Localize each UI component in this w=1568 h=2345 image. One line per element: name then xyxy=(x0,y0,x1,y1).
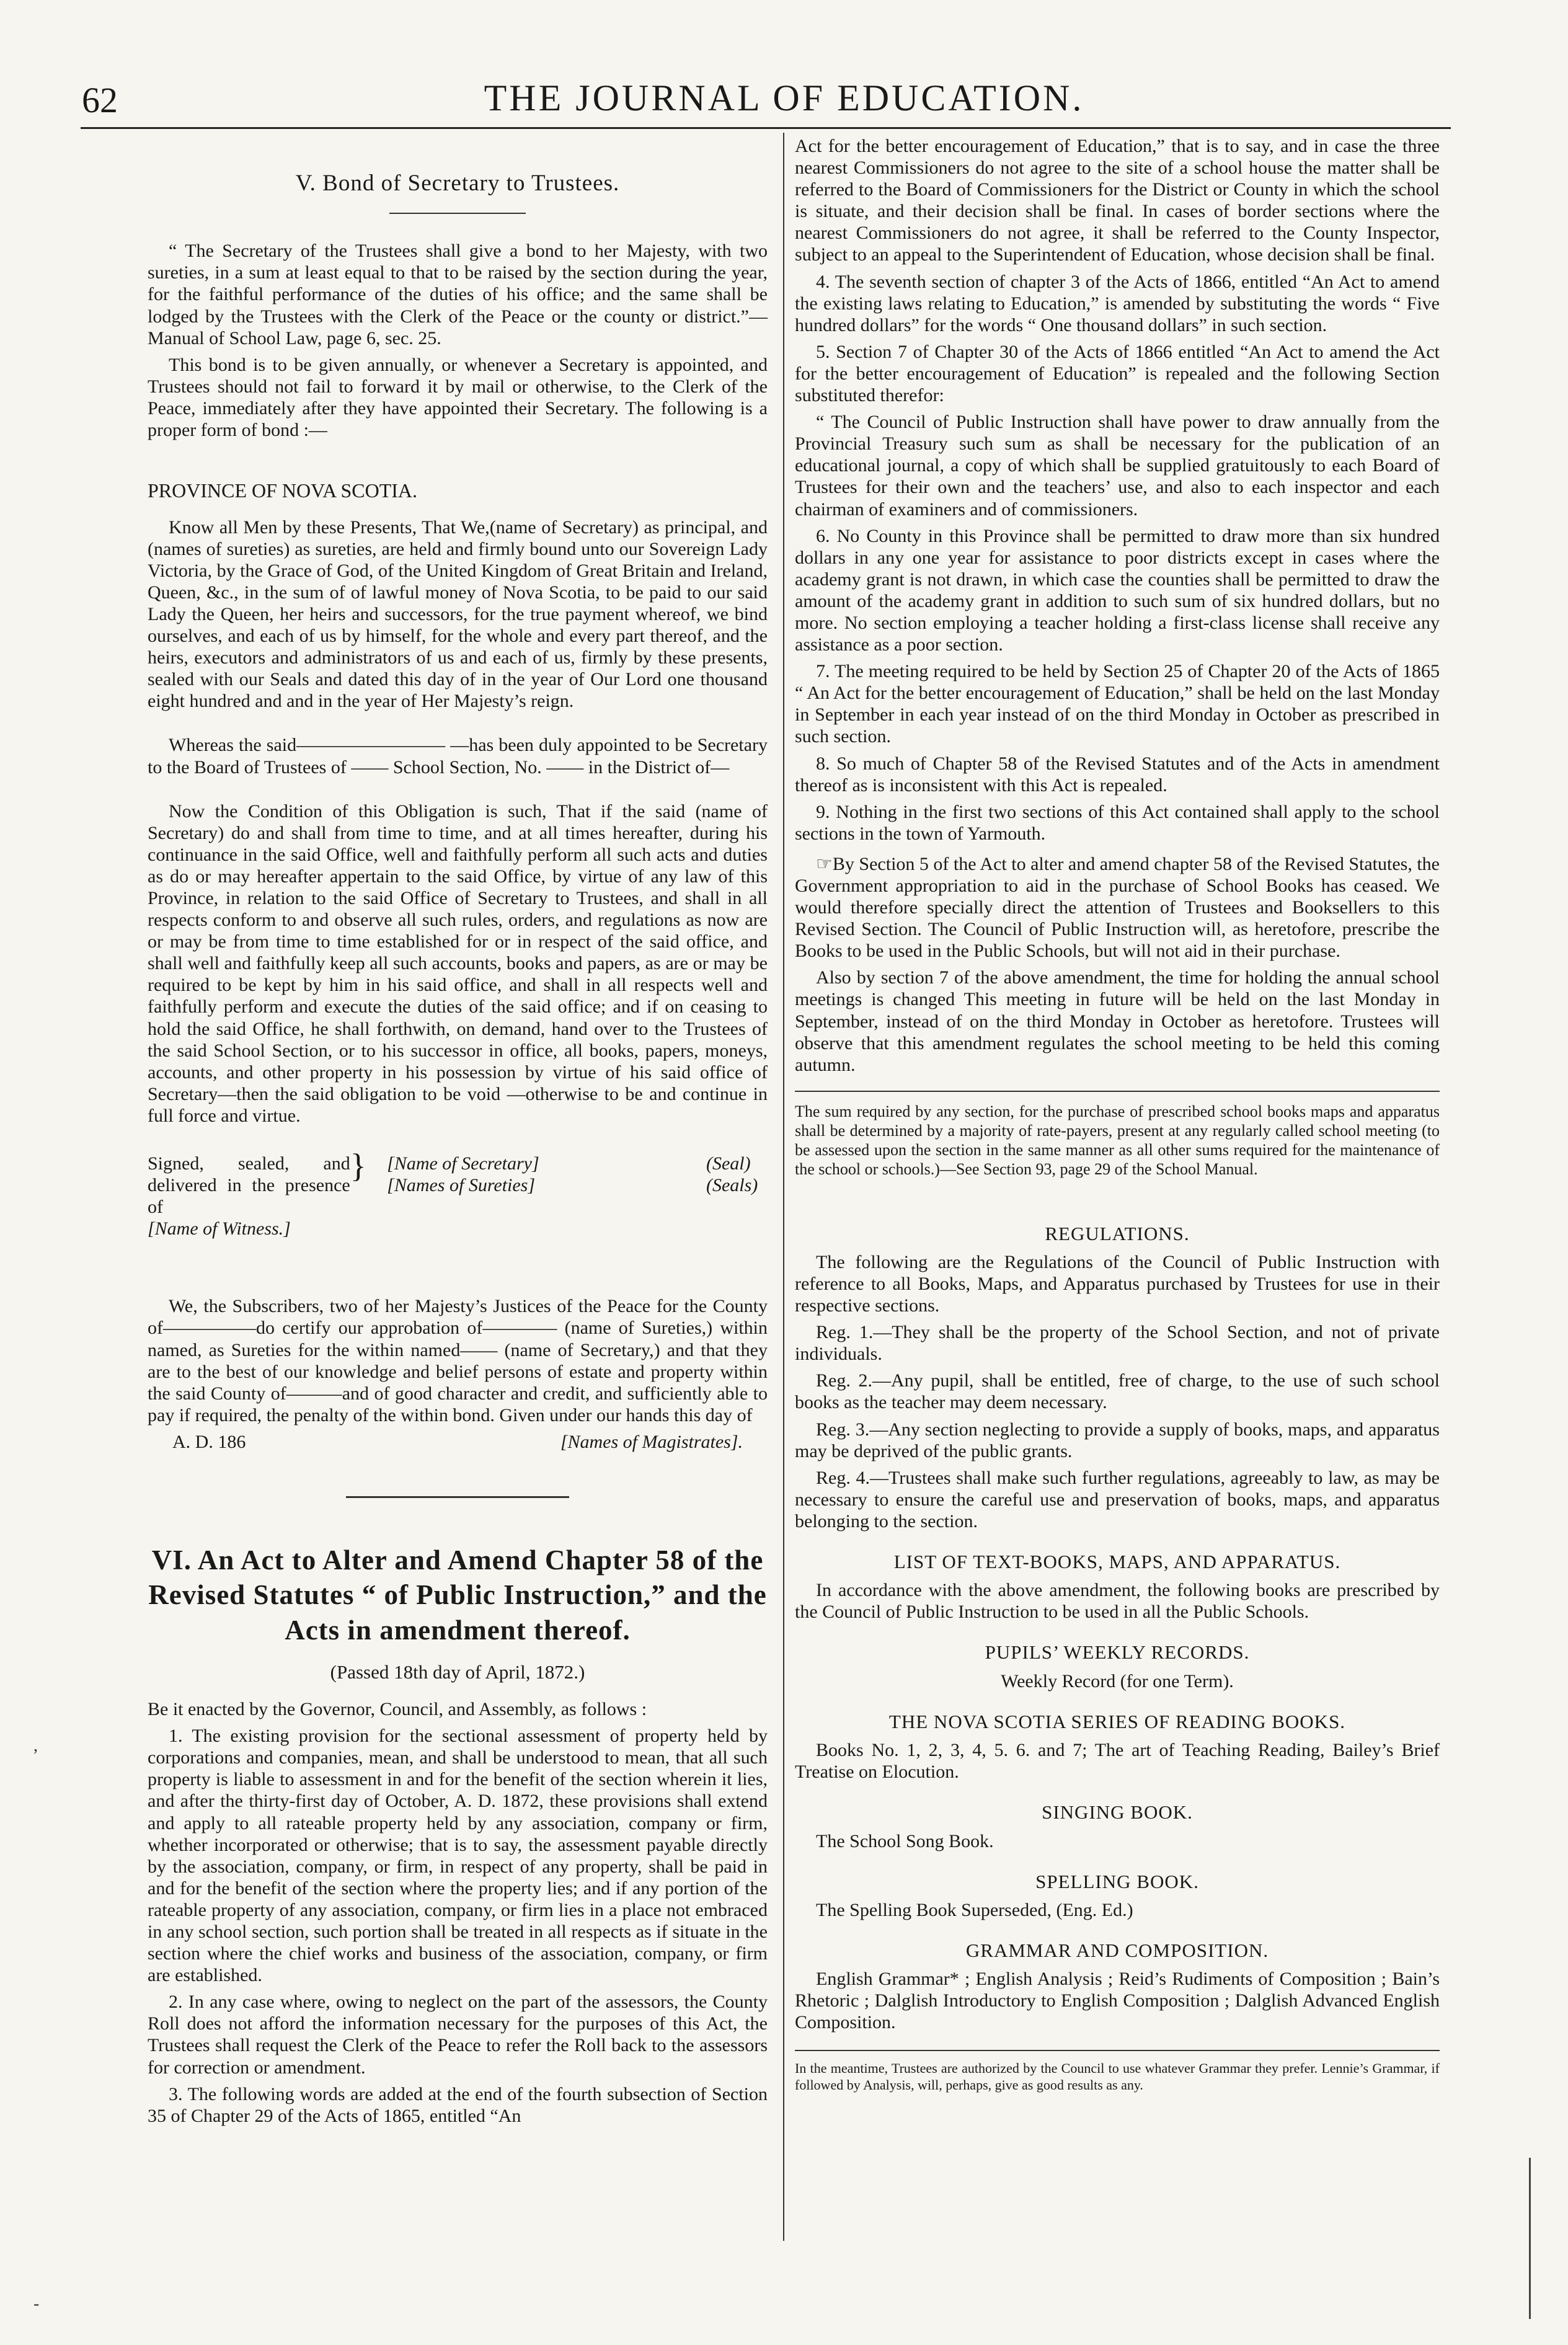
regulations-intro: The following are the Regulations of the Council of Public Instruction with reference to all Books, Maps, and Apparatus purchased by Trustees for use in their respective sections. xyxy=(795,1251,1440,1316)
seal-label: (Seal) xyxy=(706,1153,751,1174)
spelling-heading: SPELLING BOOK. xyxy=(1035,1870,1199,1892)
editorial-note: Also by section 7 of the above amendment, the time for holding the annual school meetings is changed This meeting in future will be held on the last Monday in September, instead of on the third Monday in October as heretofore. Trustees will observe that this amendment regulates the school meeting to be held this coming autumn. xyxy=(795,967,1440,1075)
act-clause: 2. In any case where, owing to neglect on the part of the assessors, the County Roll does not afford the information necessary for the purposes of this Act, the Trustees shall request the Clerk of the Peace to refer the Roll back to the assessors for correction or amendment. xyxy=(148,1992,768,2078)
regulation: Reg. 2.—Any pupil, shall be entitled, free of charge, to the use of such school books as the teacher may deem necessary. xyxy=(795,1370,1440,1413)
signature-footer xyxy=(148,1431,768,1453)
paragraph: This bond is to be given annually, or whenever a Secretary is appointed, and Trustees should not fail to forward it by mail or otherwise, to the Clerk of the Peace, immediately after they have appointed their Secretary. The following is a proper form of bond :— xyxy=(148,354,768,441)
act-intro: Be it enacted by the Governor, Council, and Assembly, as follows : xyxy=(148,1699,647,1720)
act-clause: Act for the better encouragement of Education,” that is to say, and in case the three nearest Commissioners do not agree to the site of a school house the matter shall be referred to the Board of Commissioners for the District or County in which the school is situate, and their decision shall be final. In cases of border sections where the nearest Commissioners do not agree, it shall be referred to the County Inspector, subject to an appeal to the Superintendent of Education, whose decision shall be final. xyxy=(795,136,1440,265)
grammar-heading: GRAMMAR AND COMPOSITION. xyxy=(965,1939,1269,1961)
witness-name: [Name of Witness.] xyxy=(148,1218,291,1239)
bond-paragraph: Know all Men by these Presents, That We,(name of Secretary) as principal, and (names of sureties) as sureties, are held and firmly bound unto our Sovereign Lady Victoria, by the Grace of God, of the United Kingdom of Great Britain and Ireland, Queen, &c., in the sum of of lawful money of Nova Scotia, to be paid to our said Lady the Queen, her heirs and successors, for the true payment whereof, we bind ourselves, and each of us by himself, for the whole and every part thereof, and the heirs, executors and administrators of us and each of us, firmly by these presents, sealed with our Seals and dated this day of in the year of Our Lord one thousand eight hundred and and in the year of Her Majesty’s reign. xyxy=(148,516,768,712)
reading-heading: THE NOVA SCOTIA SERIES OF READING BOOKS. xyxy=(888,1710,1346,1732)
seals xyxy=(706,1153,768,1218)
signature-label: Signed, sealed, and delivered in the presence of xyxy=(148,1153,350,1218)
section-divider xyxy=(346,1496,569,1498)
seals-label: (Seals) xyxy=(706,1175,758,1196)
signature-names xyxy=(387,1153,706,1218)
act-clause: 6. No County in this Province shall be permitted to draw more than six hundred dollars in any one year for assistance to poor districts except in cases where the academy grant is not drawn, in which case the counties shall be permitted to draw the amount of the academy grant in addition to such sum of six hundred dollars, but no more. No section employing a teacher holding a first-class license shall receive any assistance as a poor section. xyxy=(795,525,1440,655)
act-clause: 1. The existing provision for the sectional assessment of property held by corporations and companies, mean, and shall be understood to mean, that all such property is liable to assessment in and for the benefit of the section wherein it lies, and after the thirty-first day of October, A. D. 1872, these provisions shall extend and apply to all rateable property held by any association, company or firm, whether incorporated or otherwise; that is to say, the assessment payable directly by the association, company, or firm, in respect of any property, shall be paid in and for the benefit of the section where the property lies; and if any portion of the rateable property of any association, company, or firm lies in a place not embraced in any school section, such portion shall be treated in all respects as if situate in the section where the chief works and business of the association, company, or firm are established. xyxy=(148,1726,768,1986)
singing-item: The School Song Book. xyxy=(816,1830,994,1851)
spelling-item: The Spelling Book Superseded, (Eng. Ed.) xyxy=(816,1899,1133,1920)
title-rule xyxy=(389,213,526,214)
bond-paragraph: Now the Condition of this Obligation is such, That if the said (name of Secretary) do and shall from time to time, and at all times hereafter, during his continuance in the said Office, well and faithfully perform all such acts and duties as do or may hereafter appertain to the said Office, by virtue of any law of this Province, in relation to the said Office of Secretary to Trustees, and shall in all respects conform to and observe all such rules, orders, and regulations as now are or may be from time to time established for or in respect of the said office, and shall well and faithfully keep all such accounts, books and papers, as are or may be required to be kept by him in his said office, and shall in all respects well and faithfully perform and execute the duties of the said office; and if on ceasing to hold the said Office, he shall forthwith, on demand, hand over to the Trustees of the said School Section, or to his successor in office, all books, papers, moneys, accounts, and other property in his possession by virtue of his said office of Secretary—then the said obligation to be void —otherwise to be and continue in full force and virtue. xyxy=(148,800,768,1126)
act-quote: “ The Council of Public Instruction shall have power to draw annually from the Provincial Treasury such sum as shall be necessary for the publication of an educational journal, a copy of which shall be supplied gratuitously to each Board of Trustees for their own and the teachers’ use, and also to each inspector and each chairman of examiners and of commissioners. xyxy=(795,412,1440,520)
act-clause: 5. Section 7 of Chapter 30 of the Acts of 1866 entitled “An Act to amend the Act for the better encouragement of Education” is repealed and the following Section substituted therefor: xyxy=(795,341,1440,406)
province-heading: PROVINCE OF NOVA SCOTIA. xyxy=(148,479,418,502)
page-number: 62 xyxy=(82,80,118,120)
singing-heading: SINGING BOOK. xyxy=(1042,1801,1193,1824)
bond-paragraph: We, the Subscribers, two of her Majesty’s Justices of the Peace for the County of—————do certify our approbation of———— (name of Sureties,) within named, as Sureties for the within named—— (name of Secretary,) and that they are to the best of our knowledge and belief persons of estate and property within the said County of———and of good character and credit, and sufficiently able to pay if required, the penalty of the within bond. Given under our hands this day of xyxy=(148,1296,768,1425)
textbooks-intro: In accordance with the above amendment, the following books are prescribed by the Council of Public Instruction to be used in all the Public Schools. xyxy=(795,1580,1440,1623)
grammar-item: English Grammar* ; English Analysis ; Reid’s Rudiments of Composition ; Bain’s Rhetoric ; Dalglish Introductory to English Composition ; Dalglish Advanced English Composition. xyxy=(795,1969,1440,2033)
act-clause: 8. So much of Chapter 58 of the Revised Statutes and of the Acts in amendment thereof as is inconsistent with this Act is repealed. xyxy=(795,753,1440,796)
secretary-name: [Name of Secretary] xyxy=(387,1153,539,1174)
section-6-title: VI. An Act to Alter and Amend Chapter 58 of the Revised Statutes “ of Public Instruction,” and the Acts in amendment thereof. xyxy=(148,1545,767,1646)
sureties-names: [Names of Sureties] xyxy=(387,1175,536,1196)
bond-paragraph: Whereas the said———————— —has been duly appointed to be Secretary to the Board of Trustees of —— School Section, No. —— in the District of— xyxy=(148,735,768,778)
magistrates-line: [Names of Magistrates]. xyxy=(560,1431,743,1452)
editorial-note: ☞By Section 5 of the Act to alter and amend chapter 58 of the Revised Statutes, the Government appropriation to aid in the purchase of School Books has ceased. We would therefore specially direct the attention of Trustees and Booksellers to this Revised Section. The Council of Public Instruction will, as heretofore, prescribe the Books to be used in the Public Schools, but will not aid in their purchase. xyxy=(795,853,1440,962)
brace: } xyxy=(350,1147,366,1184)
act-clause: 9. Nothing in the first two sections of this Act contained shall apply to the school sections in the town of Yarmouth. xyxy=(795,801,1440,844)
right-column xyxy=(795,135,1440,2094)
records-item: Weekly Record (for one Term). xyxy=(1001,1670,1234,1691)
regulation: Reg. 4.—Trustees shall make such further regulations, agreeably to law, as may be necessary to ensure the careful use and preservation of books, maps, and apparatus belonging to the section. xyxy=(795,1467,1440,1532)
margin-marks: , xyxy=(33,1736,38,1755)
regulation: Reg. 1.—They shall be the property of the School Section, and not of private individuals. xyxy=(795,1322,1440,1365)
act-clause: 7. The meeting required to be held by Section 25 of Chapter 20 of the Acts of 1865 “ An Act for the better encouragement of Education,” shall be held on the last Monday in September in each year instead of on the third Monday in October as prescribed in such section. xyxy=(795,661,1440,747)
records-heading: PUPILS’ WEEKLY RECORDS. xyxy=(985,1641,1250,1664)
journal-title: THE JOURNAL OF EDUCATION. xyxy=(484,78,1084,118)
section-5-title: V. Bond of Secretary to Trustees. xyxy=(295,171,620,196)
sum-note-box: The sum required by any section, for the purchase of prescribed school books maps and apparatus shall be determined by a majority of rate-payers, present at any regularly called school meeting (to be assessed upon the section in the same manner as all other sums required for the maintenance of the school or schools.)—See Section 93, page 29 of the School Manual. xyxy=(795,1091,1440,1179)
act-clause: 4. The seventh section of chapter 3 of the Acts of 1866, entitled “An Act to amend the existing laws relating to Education,” is amended by substituting the words “ Five hundred dollars” for the words “ One thousand dollars” in such section. xyxy=(795,271,1440,335)
reading-item: Books No. 1, 2, 3, 4, 5. 6. and 7; The art of Teaching Reading, Bailey’s Brief Treatise on Elocution. xyxy=(795,1740,1440,1783)
left-column xyxy=(148,135,768,2132)
grammar-footnote: In the meantime, Trustees are authorized by the Council to use whatever Grammar they prefer. Lennie’s Grammar, if followed by Analysis, will, perhaps, give as good results as any. xyxy=(795,2050,1440,2094)
margin-marks: - xyxy=(33,2294,40,2313)
header-rule xyxy=(81,127,1451,129)
signature-block xyxy=(148,1147,768,1218)
paragraph: “ The Secretary of the Trustees shall give a bond to her Majesty, with two sureties, in a sum at least equal to that to be raised by the section during the year, for the faithful performance of the duties of his office; and the same shall be lodged by the Trustees with the Clerk of the Peace or the county or district.”—Manual of School Law, page 6, sec. 25. xyxy=(148,241,768,348)
date-line: A. D. 186 xyxy=(172,1431,246,1452)
column-divider xyxy=(783,133,784,2241)
act-clause: 3. The following words are added at the end of the fourth subsection of Section 35 of Chapter 29 of the Acts of 1865, entitled “An xyxy=(148,2083,768,2126)
scan-edge-mark xyxy=(1529,2158,1531,2319)
regulation: Reg. 3.—Any section neglecting to provide a supply of books, maps, and apparatus may be deprived of the public grants. xyxy=(795,1419,1440,1461)
regulations-heading: REGULATIONS. xyxy=(1045,1222,1190,1244)
textbooks-heading: LIST OF TEXT-BOOKS, MAPS, AND APPARATUS. xyxy=(893,1550,1341,1572)
passed-date: (Passed 18th day of April, 1872.) xyxy=(330,1660,585,1683)
